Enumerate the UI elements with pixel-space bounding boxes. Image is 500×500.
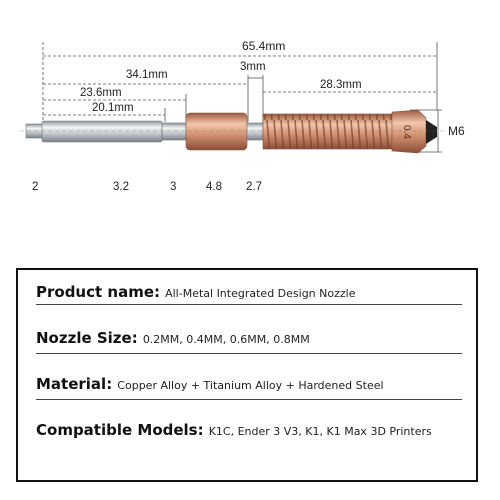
dim-28-3: 28.3mm [320, 79, 362, 91]
nozzle-tip [426, 120, 437, 144]
dim-diameter-3-2: 3.2 [113, 181, 129, 193]
nozzle-illustration [20, 110, 445, 153]
spec-label: Product name: [36, 283, 160, 301]
dim-thread-m6: M6 [448, 124, 465, 138]
spec-label: Material: [36, 375, 113, 393]
dim-23-6: 23.6mm [80, 87, 122, 99]
dim-overall-length: 65.4mm [242, 39, 286, 53]
tube-collar [162, 123, 186, 140]
dim-diameter-2-7: 2.7 [246, 181, 262, 193]
spec-divider [36, 353, 462, 354]
spec-row-nozzle-size [36, 328, 462, 347]
spec-divider [36, 399, 462, 400]
nozzle-marking: 0.4 [401, 125, 412, 139]
dim-20-1: 20.1mm [92, 102, 134, 114]
spec-value: K1C, Ender 3 V3, K1, K1 Max 3D Printers [208, 425, 432, 438]
spec-label: Compatible Models: [36, 421, 204, 439]
dim-diameter-3: 3 [170, 181, 177, 193]
spec-card [16, 268, 478, 482]
spec-value: All-Metal Integrated Design Nozzle [165, 287, 356, 300]
dim-diameter-4-8: 4.8 [206, 181, 222, 193]
spec-label: Nozzle Size: [36, 329, 138, 347]
heat-break-neck [247, 123, 263, 140]
spec-row-material [36, 374, 462, 393]
nozzle-tube [42, 121, 162, 142]
dim-34-1: 34.1mm [126, 69, 168, 81]
spec-divider [36, 304, 462, 305]
spec-value: 0.2MM, 0.4MM, 0.6MM, 0.8MM [142, 333, 310, 346]
dim-3mm: 3mm [240, 61, 266, 73]
heat-break-copper [186, 113, 247, 150]
spec-row-product-name [36, 282, 462, 301]
spec-value: Copper Alloy + Titanium Alloy + Hardened Steel [117, 379, 384, 392]
spec-row-compatible-models [36, 420, 462, 439]
dim-diameter-2: 2 [32, 181, 39, 193]
